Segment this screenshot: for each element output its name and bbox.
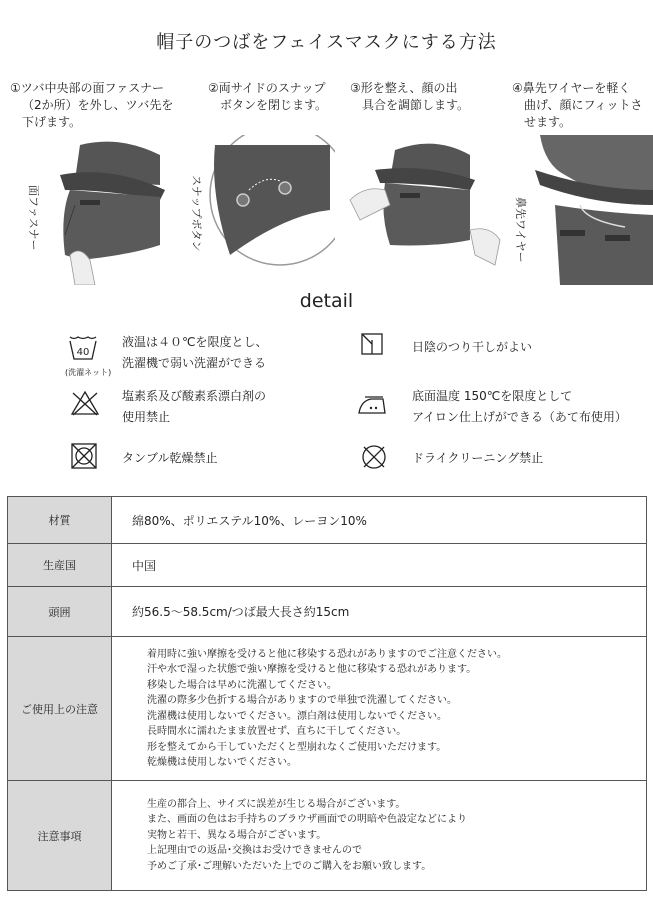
usage-line: 洗濯機は使用しないでください。漂白剤は使用しないでください。 <box>147 710 447 722</box>
iron-line: アイロン仕上げができる（あて布使用） <box>412 410 627 424</box>
head-size-label: 頭囲 <box>8 587 112 637</box>
bleach-line: 塩素系及び酸素系漂白剤の <box>122 389 267 403</box>
usage-value <box>112 637 647 781</box>
bleach-text <box>122 386 266 428</box>
step-4-illustration <box>505 135 653 285</box>
fastener-label: 面ファスナー <box>27 185 40 251</box>
step-2-text <box>208 80 348 114</box>
table-row <box>8 781 647 891</box>
page-title: 帽子のつばをフェイスマスクにする方法 <box>156 32 497 53</box>
notes-value <box>112 781 647 891</box>
step-line: せます。 <box>524 115 572 129</box>
head-size-value: 約56.5～58.5cm/つば最大長さ約15cm <box>112 587 647 637</box>
no-bleach-icon <box>70 390 100 416</box>
step-4-text <box>512 80 652 131</box>
wash-line: 洗濯機で弱い洗濯ができる <box>122 356 267 370</box>
step-line: ボタンを閉じます。 <box>220 98 328 112</box>
dryclean-text: ドライクリーニング禁止 <box>412 451 544 465</box>
step-2-illustration <box>185 135 335 285</box>
usage-line: 汗や水で湿った状態で強い摩擦を受けると他に移染する恐れがあります。 <box>147 664 477 675</box>
no-tumble-dry-icon <box>70 442 98 470</box>
step-1-illustration <box>10 135 170 285</box>
step-line: ②両サイドのスナップ <box>208 81 326 95</box>
wire-label: 鼻先ワイヤー <box>514 197 527 263</box>
no-dryclean-icon <box>360 443 388 471</box>
usage-line: 着用時に強い摩擦を受けると他に移染する恐れがありますのでご注意ください。 <box>147 648 507 660</box>
wash-caption: (洗濯ネット) <box>65 368 112 377</box>
notes-line: 生産の都合上、サイズに誤差が生じる場合がございます。 <box>147 798 406 810</box>
wash-tub-icon <box>68 335 98 361</box>
usage-line: 形を整えてから干していただくと型崩れなくご使用いただけます。 <box>147 741 447 753</box>
usage-line: 長時間水に濡れたまま放置せず、直ちに干してください。 <box>147 726 407 737</box>
notes-line: 予めご了承･ご理解いただいた上でのご購入をお願い致します。 <box>147 860 432 872</box>
table-row <box>8 587 647 637</box>
table-row <box>8 497 647 544</box>
step-line: ①ツバ中央部の面ファスナー <box>10 81 165 95</box>
material-label: 材質 <box>8 497 112 544</box>
step-line: 曲げ、顔にフィットさ <box>524 98 643 112</box>
step-line: ④鼻先ワイヤーを軽く <box>512 81 631 95</box>
table-row <box>8 637 647 781</box>
step-1-text <box>10 80 180 131</box>
usage-label: ご使用上の注意 <box>8 637 112 781</box>
detail-heading: detail <box>299 290 354 312</box>
notes-label: 注意事項 <box>8 781 112 891</box>
step-3-illustration <box>345 135 505 285</box>
shade-dry-text: 日陰のつり干しがよい <box>412 340 533 354</box>
step-line: （2か所）を外し、ツバ先を <box>22 98 174 112</box>
step-3-text <box>350 80 495 114</box>
wash-temp: 40 <box>76 347 90 358</box>
iron-line: 底面温度 150℃を限度として <box>412 389 573 403</box>
bleach-line: 使用禁止 <box>122 410 171 424</box>
shade-dry-icon <box>360 332 384 356</box>
wash-line: 液温は４０℃を限度とし、 <box>122 335 268 349</box>
step-line: 下げます。 <box>22 115 82 129</box>
wash-text <box>122 332 267 374</box>
iron-icon <box>355 393 387 415</box>
iron-text <box>412 386 627 428</box>
tumble-text: タンブル乾燥禁止 <box>122 451 218 465</box>
step-line: ③形を整え、顔の出 <box>350 81 458 95</box>
step-line: 具合を調節します。 <box>362 98 470 112</box>
spec-table <box>7 496 647 891</box>
notes-line: 実物と若干、異なる場合がございます。 <box>147 829 327 841</box>
table-row <box>8 544 647 587</box>
usage-line: 移染した場合は早めに洗濯してください。 <box>147 679 337 691</box>
origin-value: 中国 <box>112 544 647 587</box>
notes-line: 上記理由での返品･交換はお受けできませんので <box>147 845 362 857</box>
usage-line: 乾燥機は使用しないでください。 <box>147 757 297 768</box>
usage-line: 洗濯の際多少色折する場合がありますので単独で洗濯してください。 <box>147 695 457 706</box>
snap-label: スナップボタン <box>190 175 203 252</box>
notes-line: また、画面の色はお手持ちのブラウザ画面での明暗や色設定などにより <box>147 814 467 826</box>
material-value: 綿80%、ポリエステル10%、レーヨン10% <box>112 497 647 544</box>
origin-label: 生産国 <box>8 544 112 587</box>
